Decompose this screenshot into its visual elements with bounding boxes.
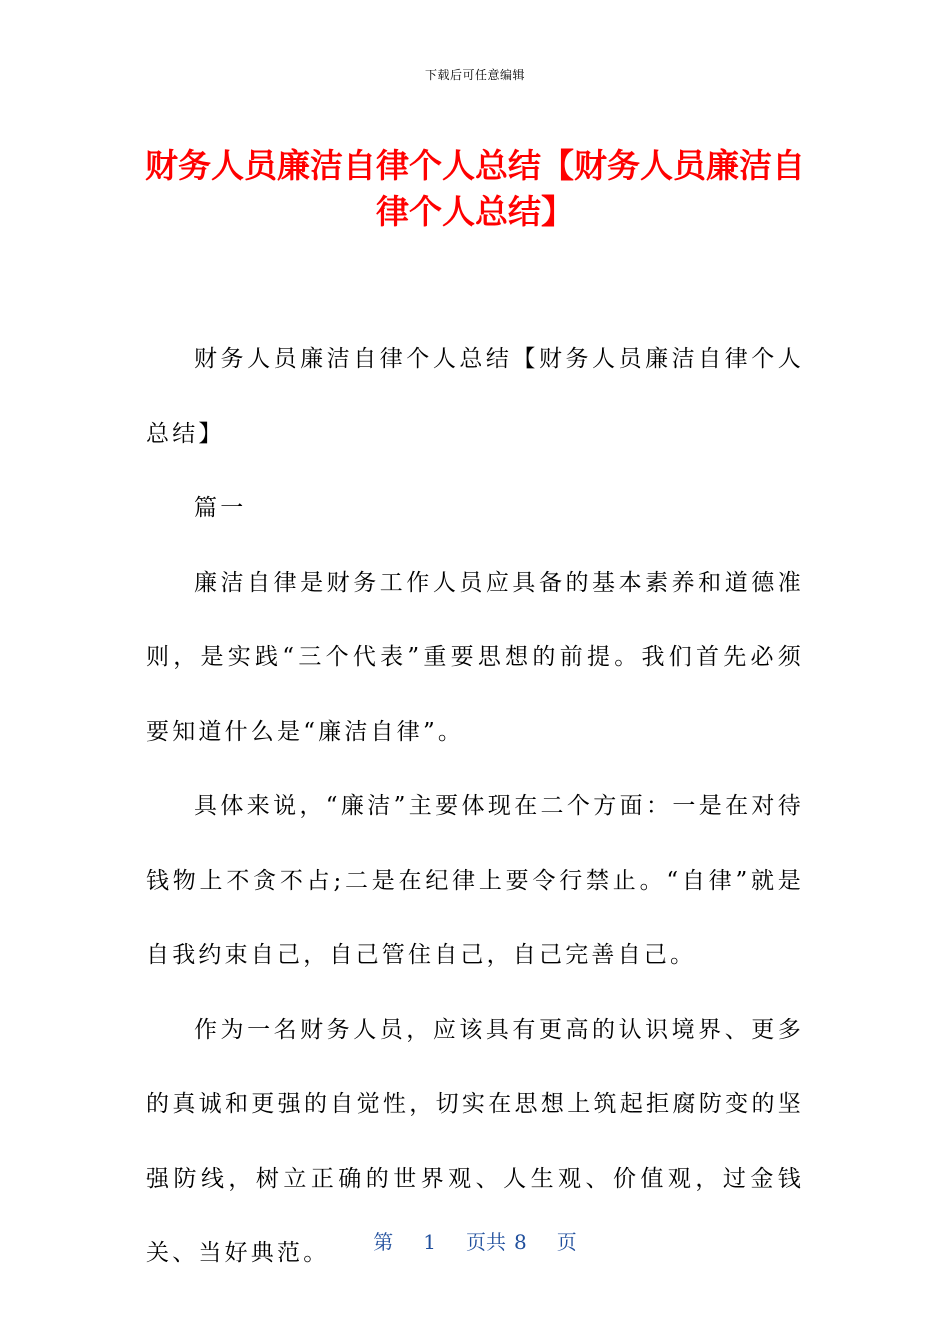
- page-suffix: 页: [556, 1230, 577, 1254]
- paragraph-title-repeat: 财务人员廉洁自律个人总结【财务人员廉洁自律个人总结】: [146, 346, 804, 447]
- document-title: 财务人员廉洁自律个人总结【财务人员廉洁自律个人总结】: [145, 146, 805, 231]
- paragraph-3: 作为一名财务人员，应该具有更高的认识境界、更多的真诚和更强的自觉性，切实在思想上筑起拒腐防变的坚强防线，树立正确的世界观、人生观、价值观，过金钱关、当好典范。: [146, 1016, 804, 1266]
- document-body: [146, 322, 804, 1291]
- paragraph-2: 具体来说，“廉洁”主要体现在二个方面：一是在对待钱物上不贪不占;二是在纪律上要令行禁止。“自律”就是自我约束自己，自己管住自己，自己完善自己。: [146, 793, 804, 968]
- paragraph-section-label: 篇一: [194, 495, 247, 521]
- page-footer: [0, 1226, 950, 1255]
- page-middle: 页共: [466, 1230, 506, 1254]
- header-note: 下载后可任意编辑: [424, 68, 525, 82]
- page-prefix: 第: [373, 1230, 394, 1254]
- paragraph-1: 廉洁自律是财务工作人员应具备的基本素养和道德准则，是实践“三个代表”重要思想的前提。我们首先必须要知道什么是“廉洁自律”。: [146, 569, 804, 745]
- page-number: 1: [423, 1230, 436, 1254]
- page-total: 8: [514, 1230, 527, 1254]
